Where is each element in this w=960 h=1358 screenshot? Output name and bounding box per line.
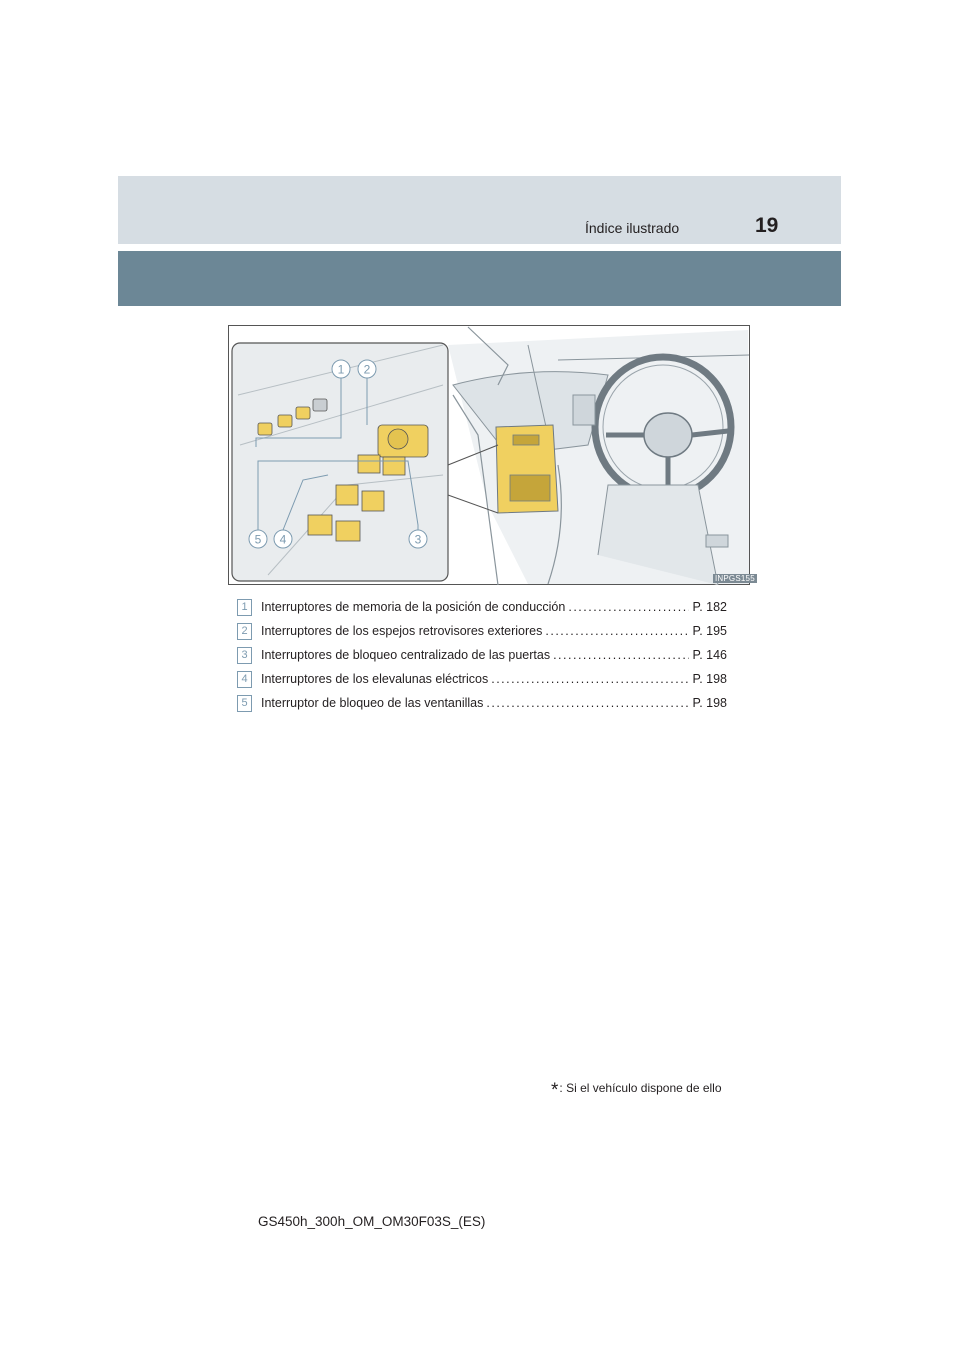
footnote-asterisk: * <box>551 1080 559 1101</box>
item-number: 3 <box>237 647 252 664</box>
footnote-text: : Si el vehículo dispone de ello <box>559 1081 722 1095</box>
list-item <box>237 643 727 667</box>
page-reference-link[interactable]: P. 198 <box>692 696 727 710</box>
dot-leader <box>553 648 689 662</box>
section-title: Índice ilustrado <box>585 220 680 236</box>
footnote <box>551 1080 722 1102</box>
door-switches-illustration <box>228 325 750 585</box>
svg-text:2: 2 <box>363 362 371 377</box>
svg-text:5: 5 <box>254 532 262 547</box>
callout-3 <box>409 530 427 548</box>
section-banner <box>118 251 841 306</box>
svg-text:1: 1 <box>337 362 345 377</box>
list-item <box>237 667 727 691</box>
dot-leader <box>568 600 689 614</box>
item-text: Interruptores de los elevalunas eléctricos <box>261 672 489 686</box>
svg-text:3: 3 <box>414 532 422 547</box>
item-number: 1 <box>237 599 252 616</box>
callout-1 <box>332 360 350 378</box>
dot-leader <box>545 624 689 638</box>
callout-4 <box>274 530 292 548</box>
dot-leader <box>486 696 689 710</box>
item-number: 2 <box>237 623 252 640</box>
callout-5 <box>249 530 267 548</box>
header-band <box>118 176 841 244</box>
item-text: Interruptores de bloqueo centralizado de las puertas <box>261 648 551 662</box>
list-item <box>237 619 727 643</box>
list-item <box>237 691 727 715</box>
list-item <box>237 595 727 619</box>
item-number: 4 <box>237 671 252 688</box>
dot-leader <box>491 672 689 686</box>
item-text: Interruptores de los espejos retrovisores exteriores <box>261 624 543 638</box>
page-reference-link[interactable]: P. 195 <box>692 624 727 638</box>
item-text: Interruptor de bloqueo de las ventanillas <box>261 696 484 710</box>
item-text: Interruptores de memoria de la posición de conducción <box>261 600 566 614</box>
page-number: 19 <box>755 214 779 237</box>
callout-2 <box>358 360 376 378</box>
page-reference-link[interactable]: P. 198 <box>692 672 727 686</box>
page-reference-link[interactable]: P. 146 <box>692 648 727 662</box>
document-code: GS450h_300h_OM_OM30F03S_(ES) <box>258 1214 486 1229</box>
page-reference-link[interactable]: P. 182 <box>692 600 727 614</box>
figure-code: INPGS155 <box>715 574 755 583</box>
item-number: 5 <box>237 695 252 712</box>
item-list <box>237 595 727 715</box>
svg-text:4: 4 <box>279 532 287 547</box>
